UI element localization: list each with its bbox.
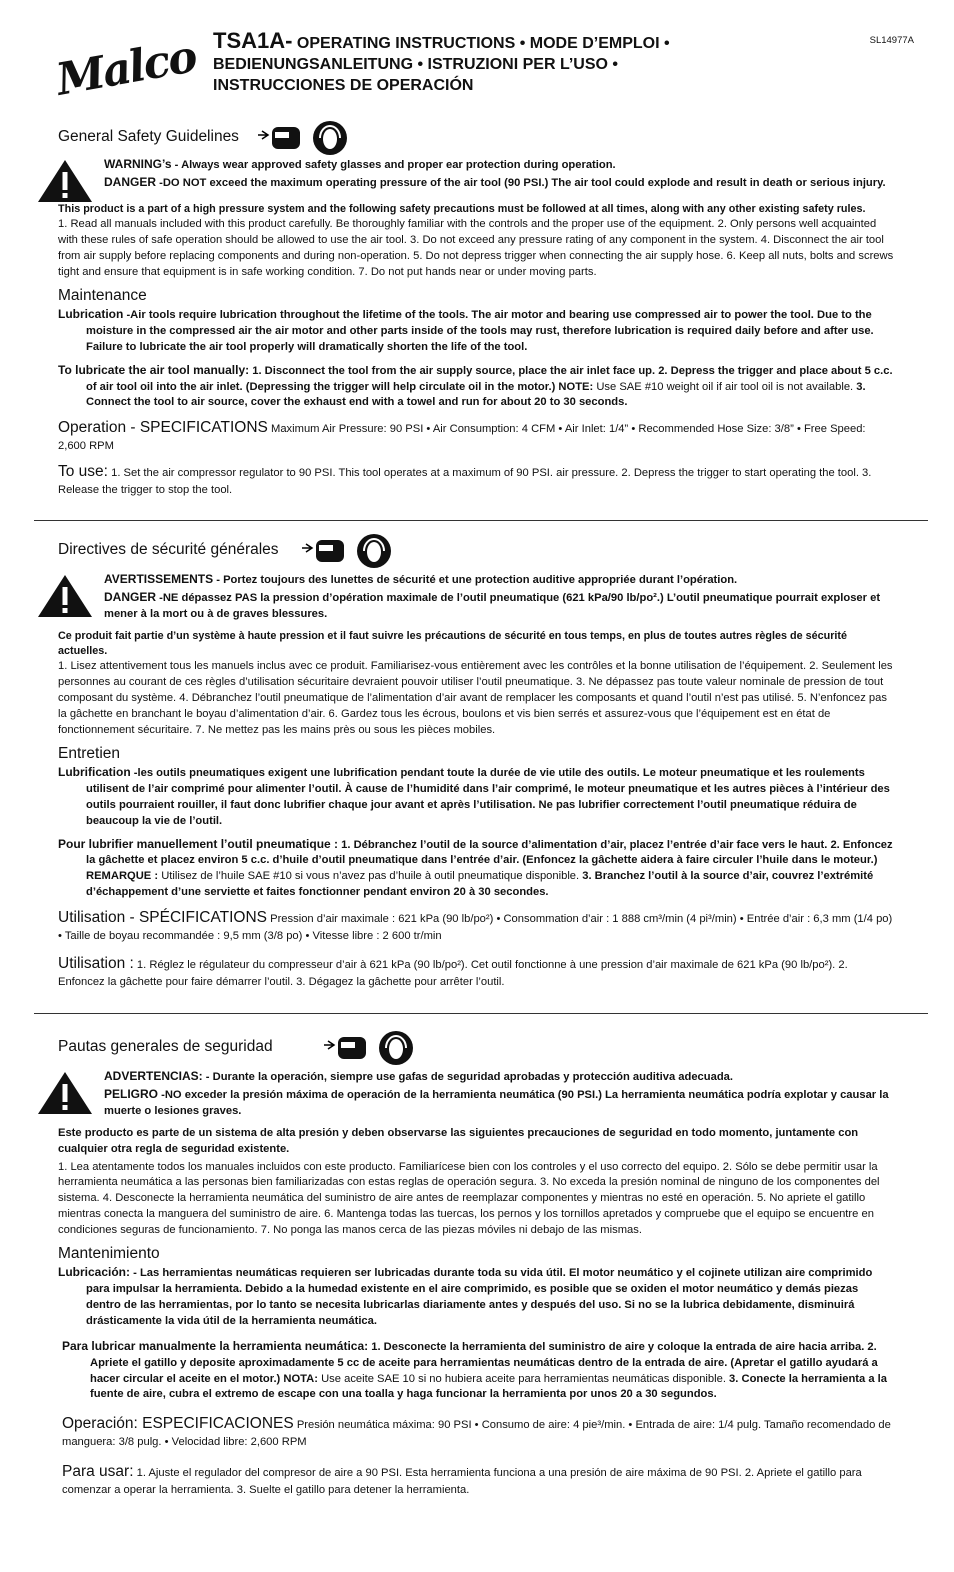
safety-intro: Este producto es parte de un sistema de alta presión y deben observarse las siguientes precauciones de seguridad en todo momento, juntamente con cualquier otra regla de seguridad existente. [58, 1126, 859, 1155]
section-english [0, 120, 954, 499]
maintenance-heading: Mantenimiento [58, 1245, 160, 1263]
specifications: Utilisation - SPÉCIFICATIONS Pression d’air maximale : 621 kPa (90 lb/po²) • Consommation d’air : 1 888 cm³/min (4 pi³/min) • Entrée d’air : 6,3 mm (1/4 po) • Taille de boyau recommandée : 9,5 mm (3/8 po) • Vitesse libre : 2 600 tr/min [58, 909, 893, 943]
warning-line: WARNING’s - Always wear approved safety glasses and proper ear protection during operation. [104, 157, 616, 171]
safety-rules: 1. Lea atentamente todos los manuales incluidos con este producto. Familiarícese bien con los controles y el uso correcto del equipo. 2. Sólo se debe permitir usar la herramienta neumática a las personas bien familiarizadas con estas reglas de operación segura. 3. No exceda la presión nominal de ninguno de los componentes del sistema. 4. Desconecte la herramienta neumática del suministro de aire antes de reemplazar componentes y mientras no esté en operación. 5. No apriete el gatillo mientras conecta la manguera del suministro de aire. 6. Mantenga todas las tuercas, los pernos y los tornillos apretados y compruebe que el equipo se encuentre en condiciones seguras de funcionamiento. 7. No ponga las manos cerca de las piezas móviles ni debajo de las mismas. [58, 1160, 880, 1237]
model-number: TSA1A- [213, 28, 293, 53]
lubrication-paragraph: Lubrication -Air tools require lubrication throughout the lifetime of the tools. The air motor and bearing use compressed air to power the tool. Due to the moisture in the compressed air the air motor and other parts inside of the tools may rust, therefore lubrication is required daily before and after use. Failure to lubricate the air tool properly will dramatically shorten the life of the tool. [58, 306, 874, 353]
title-line-2: BEDIENUNGSANLEITUNG • ISTRUZIONI PER L’USO • [213, 56, 619, 73]
title-line-1: OPERATING INSTRUCTIONS • MODE D’EMPLOI • [296, 35, 670, 52]
maintenance-heading: Maintenance [58, 286, 147, 304]
section-title: Pautas generales de seguridad [58, 1038, 273, 1055]
lubrication-paragraph: Lubrification -les outils pneumatiques exigent une lubrification pendant toute la durée de vie utile des outils. Le moteur pneumatique et les roulements utilisent de l’air comprimé pour alimenter l’outil. À cause de l’humidité dans l’air comprimé, le moteur pneumatique et les autres pièces à l’intérieur des outils pourraient rouiller, il faut donc lubrifier chaque jour avant et après l’utilisation. Ne pas lubrifier correctement l’outil pneumatique réduira de beaucoup la vie de l’outil. [58, 764, 890, 827]
manual-lubrication-paragraph: Para lubricar manualmente la herramienta neumática: 1. Desconecte la herramienta del suministro de aire y coloque la entrada de aire hacia arriba. 2. Apriete el gatillo y deposite aproximadamente 5 cc de aceite para herramientas neumáticas dentro de la entrada de aire. (Apretar el gatillo ayudará a hacer circular el aceite en el motor.) NOTA: Use aceite SAE 10 si no hubiera aceite para herramientas neumáticas disponible. 3. Conecte la herramienta a la fuente de aire, cubra el extremo de escape con una toalla y haga funcionar la herramienta por unos 20 a 30 segundos. [62, 1338, 887, 1401]
manual-lubrication-paragraph: To lubricate the air tool manually: 1. Disconnect the tool from the air supply source, place the air inlet face up. 2. Depress the trigger and place about 5 c.c. of air tool oil into the air inlet. (Depressing the trigger will help circulate oil in the motor.) NOTE: Use SAE #10 weight oil if air tool oil is not available. 3. Connect the tool to air source, cover the exhaust end with a towel and run for about 20 to 30 seconds. [58, 362, 893, 409]
document-code: SL14977A [869, 35, 914, 46]
section-title: General Safety Guidelines [58, 128, 239, 145]
safety-intro: Ce produit fait partie d’un système à haute pression et il faut suivre les précautions de sécurité en tous temps, en plus de toutes autres règles de sécurité actuelles. [58, 629, 847, 658]
title-line-3: INSTRUCCIONES DE OPERACIÓN [213, 77, 474, 94]
section-spanish [0, 1030, 954, 1499]
danger-line: PELIGRO -NO exceder la presión máxima de operación de la herramienta neumática (90 PSI.) La herramienta neumática podría explotar y causar la muerte o lesiones graves. [104, 1086, 889, 1117]
warning-triangle-icon [36, 573, 94, 619]
manual-lubrication-paragraph: Pour lubrifier manuellement l’outil pneumatique : 1. Débranchez l’outil de la source d’alimentation d’air, placez l’entrée d’air face vers le haut. 2. Enfoncez la gâchette et placez environ 5 c.c. d’huile d’outil pneumatique dans l’entrée d’air. (Enfoncez la gâchette aidera à faire circuler l’huile dans le moteur.) REMARQUE : Utilisez de l’huile SAE #10 si vous n’avez pas d’huile à outil pneumatique disponible. 3. Branchez l’outil à la source d’air, couvrez l’extrémité d’échappement d’une serviette et faites fonctionner pendant environ 20 à 30 secondes. [58, 836, 893, 899]
ear-protection-icon [378, 1030, 414, 1066]
usage-instructions: To use: 1. Set the air compressor regulator to 90 PSI. This tool operates at a maximum of 90 PSI. air pressure. 2. Depress the trigger to start operating the tool. 3. Release the trigger to stop the tool. [58, 463, 872, 497]
safety-glasses-icon [322, 1033, 368, 1063]
warning-triangle-icon [36, 158, 94, 204]
ear-protection-icon [356, 533, 392, 569]
malco-logo: Malco [52, 31, 200, 106]
maintenance-heading: Entretien [58, 744, 121, 762]
warning-line: ADVERTENCIAS: - Durante la operación, siempre use gafas de seguridad aprobadas y protección auditiva adecuada. [104, 1069, 733, 1083]
safety-intro: This product is a part of a high pressure system and the following safety precautions must be followed at all times, along with any other existing safety rules. [58, 203, 866, 215]
divider [34, 520, 928, 521]
warning-line: AVERTISSEMENTS - Portez toujours des lunettes de sécurité et une protection auditive appropriée durant l’opération. [104, 572, 738, 586]
specifications: Operation - SPECIFICATIONS Maximum Air Pressure: 90 PSI • Air Consumption: 4 CFM • Air Inlet: 1/4” • Recommended Hose Size: 3/8” • Free Speed: 2,600 RPM [58, 419, 866, 453]
danger-line: DANGER -NE dépassez PAS la pression d’opération maximale de l’outil pneumatique (621 kPa/90 lb/po².) L’outil pneumatique pourrait exploser et mener à la mort ou à de graves blessures. [104, 589, 881, 620]
safety-glasses-icon [256, 123, 302, 153]
danger-line: DANGER -DO NOT exceed the maximum operating pressure of the air tool (90 PSI.) The air tool could explode and result in death or serious injury. [104, 174, 886, 189]
divider [34, 1013, 928, 1014]
section-title: Directives de sécurité générales [58, 541, 279, 558]
safety-glasses-icon [300, 536, 346, 566]
lubrication-paragraph: Lubricación: - Las herramientas neumáticas requieren ser lubricadas durante toda su vida útil. El motor neumático y el cojinete utilizan aire comprimido para impulsar la herramienta. Debido a la humedad existente en el aire comprimido, es posible que se oxiden el motor neumático y demás piezas dentro de las herramientas, por lo tanto se necesita lubricarlas diariamente antes y después del uso. Si no se la lubrica debidamente, disminuirá drásticamente la vida útil de la herramienta neumática. [58, 1265, 873, 1327]
safety-rules: 1. Read all manuals included with this product carefully. Be thoroughly familiar with the controls and the proper use of the equipment. 2. Only persons well acquainted with these rules of safe operation should be allowed to use the air tool. 3. Do not exceed any pressure rating of any component in the system. 4. Disconnect the air tool from air supply before replacing components and during non-operation. 5. Do not depress trigger when connecting the air supply hose. 6. Keep all nuts, bolts and screws tight and ensure that equipment is in safe working condition. 7. Do not put hands near or under moving parts. [58, 218, 894, 279]
usage-instructions: Utilisation : 1. Réglez le régulateur du compresseur d’air à 621 kPa (90 lb/po²). Cet outil fonctionne à une pression d’air maximale de 621 kPa (90 lb/po²). 2. Enfoncez la gâchette pour faire démarrer l’outil. 3. Dégagez la gâchette pour arrêter l’outil. [58, 955, 848, 989]
safety-rules: 1. Lisez attentivement tous les manuels inclus avec ce produit. Familiarisez-vous entièrement avec les contrôles et la bonne utilisation de l’équipement. 2. Seulement les personnes au courant de ces règles d’utilisation sécuritaire devraient pouvoir utiliser l’outil pneumatique. 3. Ne dépassez pas toute valeur nominale de pression de tout composant du système. 4. Débranchez l’outil pneumatique de l’alimentation d’air avant de remplacer les composants et quand l’outil n’est pas utilisé. 5. N’enfoncez pas la gâchette en branchant le boyau d’alimentation d’air. 6. Gardez tous les écrous, boulons et vis bien serrés et assurez-vous que l’équipement est en état de fonctionnement sécuritaire. 7. Ne mettez pas les mains près ou sous les pièces mobiles. [58, 660, 893, 736]
ear-protection-icon [312, 120, 348, 156]
usage-instructions: Para usar: 1. Ajuste el regulador del compresor de aire a 90 PSI. Esta herramienta funciona a una presión de aire máxima de 90 PSI. 2. Apriete el gatillo para comenzar a operar la herramienta. 3. Suelte el gatillo para detener la herramienta. [62, 1463, 862, 1497]
section-french [0, 533, 954, 991]
document-title [213, 30, 833, 96]
warning-triangle-icon [36, 1070, 94, 1116]
specifications: Operación: ESPECIFICACIONES Presión neumática máxima: 90 PSI • Consumo de aire: 4 pie³/min. • Entrada de aire: 1/4 pulg. Tamaño recomendado de manguera: 3/8 pulg. • Velocidad libre: 2,600 RPM [62, 1415, 891, 1449]
document-header [0, 0, 954, 118]
